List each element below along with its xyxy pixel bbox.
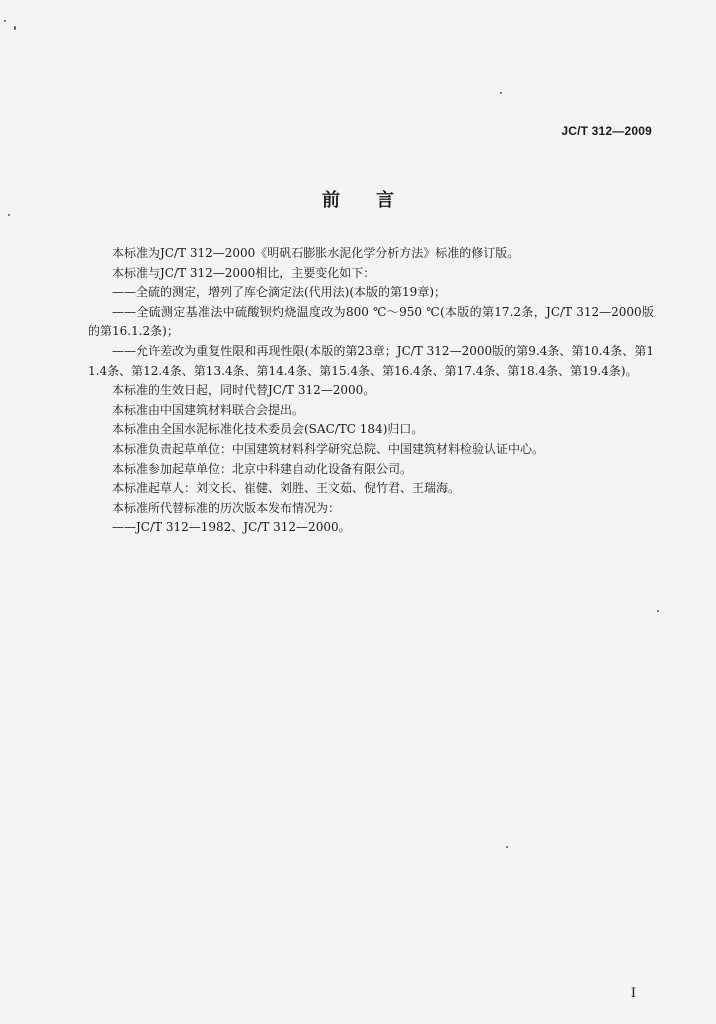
foreword-paragraph: 本标准的生效日起，同时代替JC/T 312—2000。 <box>112 383 376 398</box>
page-title: 前言 <box>322 190 430 211</box>
scan-speck <box>14 26 16 30</box>
foreword-list-item: ——全硫测定基准法中硫酸钡灼烧温度改为800 ℃～950 ℃(本版的第17.2条，JC/T 312—2000版的第16.1.2条)； <box>88 304 654 339</box>
foreword-paragraph: 本标准由中国建筑材料联合会提出。 <box>112 402 305 417</box>
foreword-list-item: ——全硫的测定，增列了库仑滴定法(代用法)(本版的第19章)； <box>112 285 446 300</box>
scan-speck <box>4 20 6 22</box>
foreword-body <box>88 244 654 538</box>
page-number: I <box>630 986 636 1001</box>
foreword-paragraph: 本标准起草人：刘文长、崔健、刘胜、王文茹、倪竹君、王瑞海。 <box>112 481 461 496</box>
standard-code: JC/T 312—2009 <box>561 124 652 138</box>
foreword-paragraph: 本标准所代替标准的历次版本发布情况为： <box>112 500 341 515</box>
foreword-list-item: ——JC/T 312—1982、JC/T 312—2000。 <box>112 520 351 535</box>
scan-speck <box>506 846 508 848</box>
scan-speck <box>8 214 10 216</box>
foreword-paragraph: 本标准负责起草单位：中国建筑材料科学研究总院、中国建筑材料检验认证中心。 <box>112 441 545 456</box>
foreword-paragraph: 本标准由全国水泥标准化技术委员会(SAC/TC 184)归口。 <box>112 422 424 437</box>
foreword-list-item: ——允许差改为重复性限和再现性限(本版的第23章；JC/T 312—2000版的第9.4条、第10.4条、第11.4条、第12.4条、第13.4条、第14.4条、第15.4条、第16.4条、第17.4条、第18.4条、第19.4条)。 <box>88 343 654 378</box>
foreword-paragraph: 本标准为JC/T 312—2000《明矾石膨胀水泥化学分析方法》标准的修订版。 <box>112 246 520 260</box>
foreword-paragraph: 本标准与JC/T 312—2000相比，主要变化如下： <box>112 265 376 280</box>
scan-speck <box>657 610 659 612</box>
scan-speck <box>500 92 502 94</box>
foreword-paragraph: 本标准参加起草单位：北京中科建自动化设备有限公司。 <box>112 461 413 476</box>
